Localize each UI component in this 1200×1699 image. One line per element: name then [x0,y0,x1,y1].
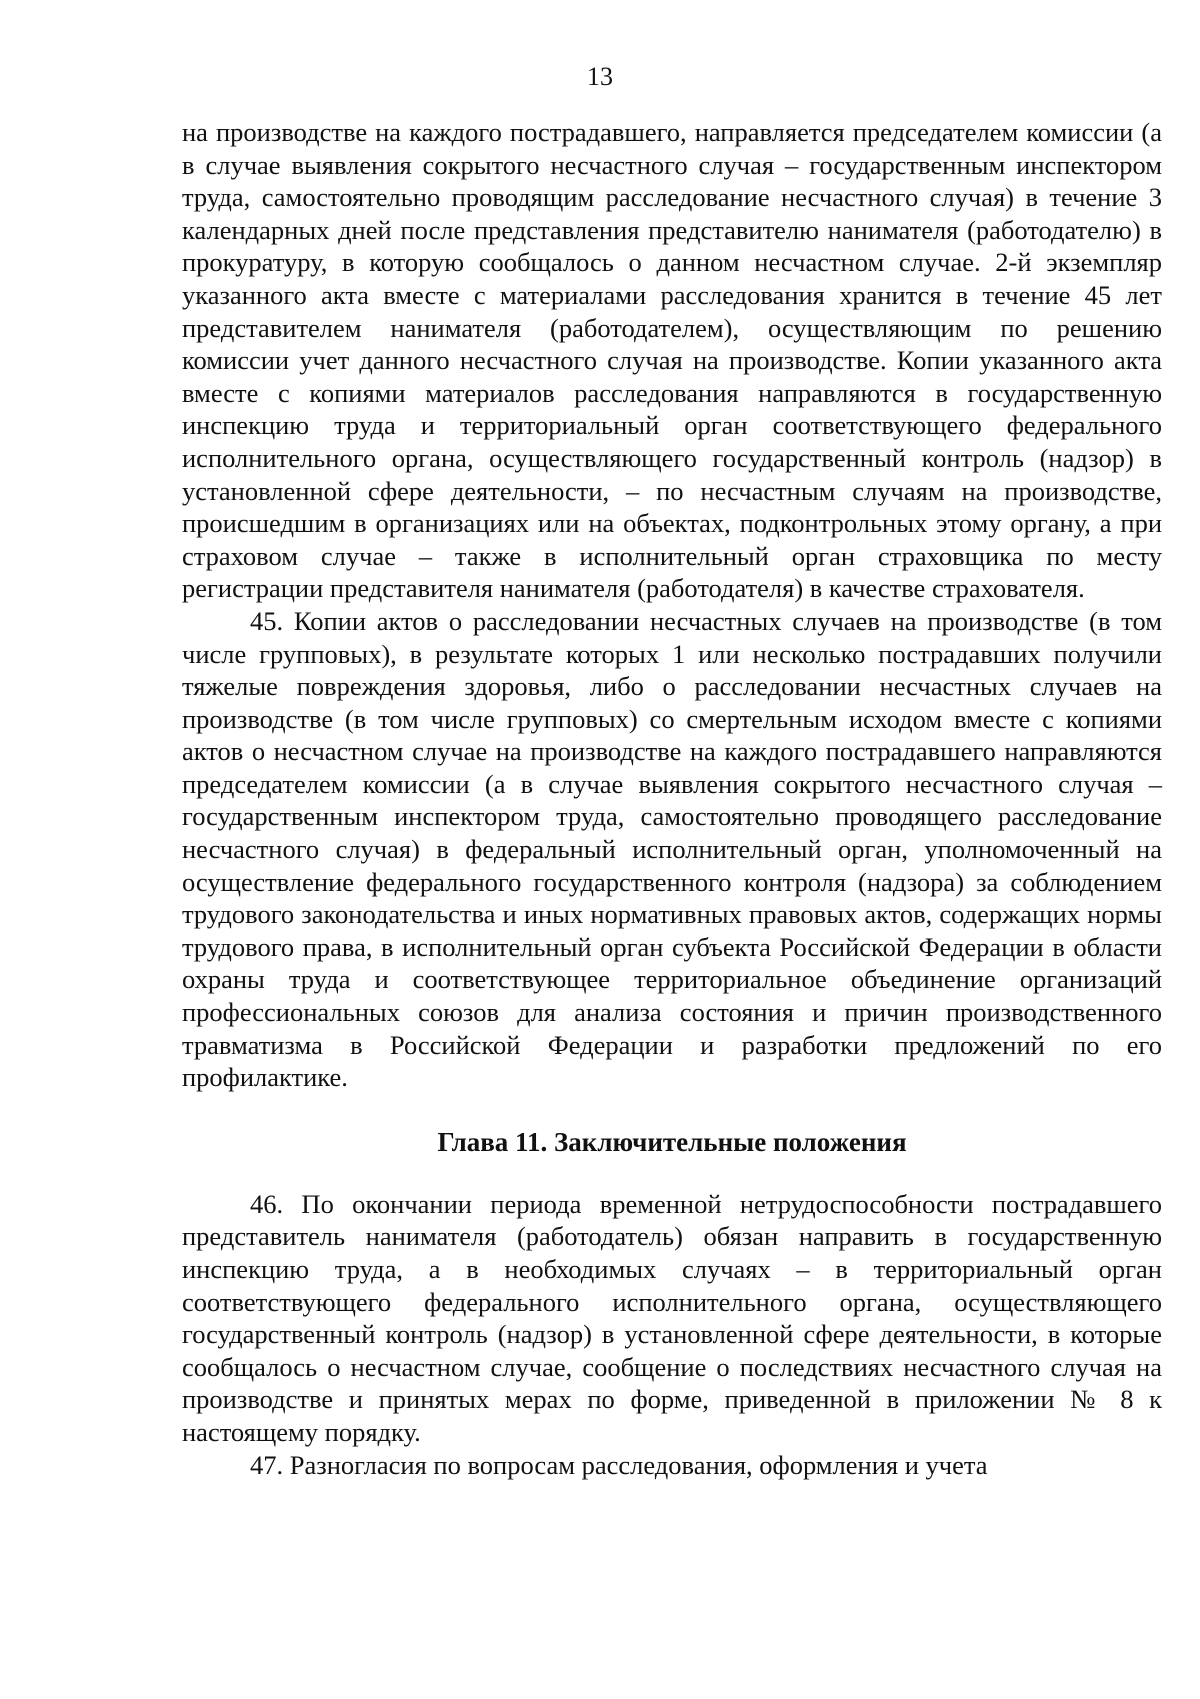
paragraph-45: 45. Копии актов о расследовании несчастных случаев на производстве (в том числе групповых), в результате которых 1 или несколько пострадавших получили тяжелые повреждения здоровья, либо о расследовании несчастных случаев на производстве (в том числе групповых) со смертельным исходом вместе с копиями актов о несчастном случае на производстве на каждого пострадавшего направляются председателем комиссии (а в случае выявления сокрытого несчастного случая – государственным инспектором труда, самостоятельно проводящего расследование несчастного случая) в федеральный исполнительный орган, уполномоченный на осуществление федерального государственного контроля (надзора) за соблюдением трудового законодательства и иных нормативных правовых актов, содержащих нормы трудового права, в исполнительный орган субъекта Российской Федерации в области охраны труда и соответствующее территориальное объединение организаций профессиональных союзов для анализа состояния и причин производственного травматизма в Российской Федерации и разработки предложений по его профилактике. [182,605,1162,1093]
paragraph-47: 47. Разногласия по вопросам расследования, оформления и учета [250,1449,988,1480]
document-body [182,116,1162,1481]
chapter-heading: Глава 11. Заключительные положения [437,1126,907,1157]
page-number: 13 [587,62,613,91]
paragraph-continuation: на производстве на каждого пострадавшего, направляется председателем комиссии (а в случае выявления сокрытого несчастного случая – государственным инспектором труда, самостоятельно проводящим расследование несчастного случая) в течение 3 календарных дней после представления представителю нанимателя (работодателю) в прокуратуру, в которую сообщалось о данном несчастном случае. 2-й экземпляр указанного акта вместе с материалами расследования хранится в течение 45 лет представителем нанимателя (работодателем), осуществляющим по решению комиссии учет данного несчастного случая на производстве. Копии указанного акта вместе с копиями материалов расследования направляются в государственную инспекцию труда и территориальный орган соответствующего федерального исполнительного органа, осуществляющего государственный контроль (надзор) в установленной сфере деятельности, – по несчастным случаям на производстве, происшедшим в организациях или на объектах, подконтрольных этому органу, а при страховом случае – также в исполнительный орган страховщика по месту регистрации представителя нанимателя (работодателя) в качестве страхователя. [182,117,1162,604]
paragraph-46: 46. По окончании периода временной нетрудоспособности пострадавшего представитель нанимателя (работодатель) обязан направить в государственную инспекцию труда, а в необходимых случаях – в территориальный орган соответствующего федерального исполнительного органа, осуществляющего государственный контроль (надзор) в установленной сфере деятельности, в которые сообщалось о несчастном случае, сообщение о последствиях несчастного случая на производстве и принятых мерах по форме, приведенной в приложении № 8 к настоящему порядку. [182,1188,1162,1447]
